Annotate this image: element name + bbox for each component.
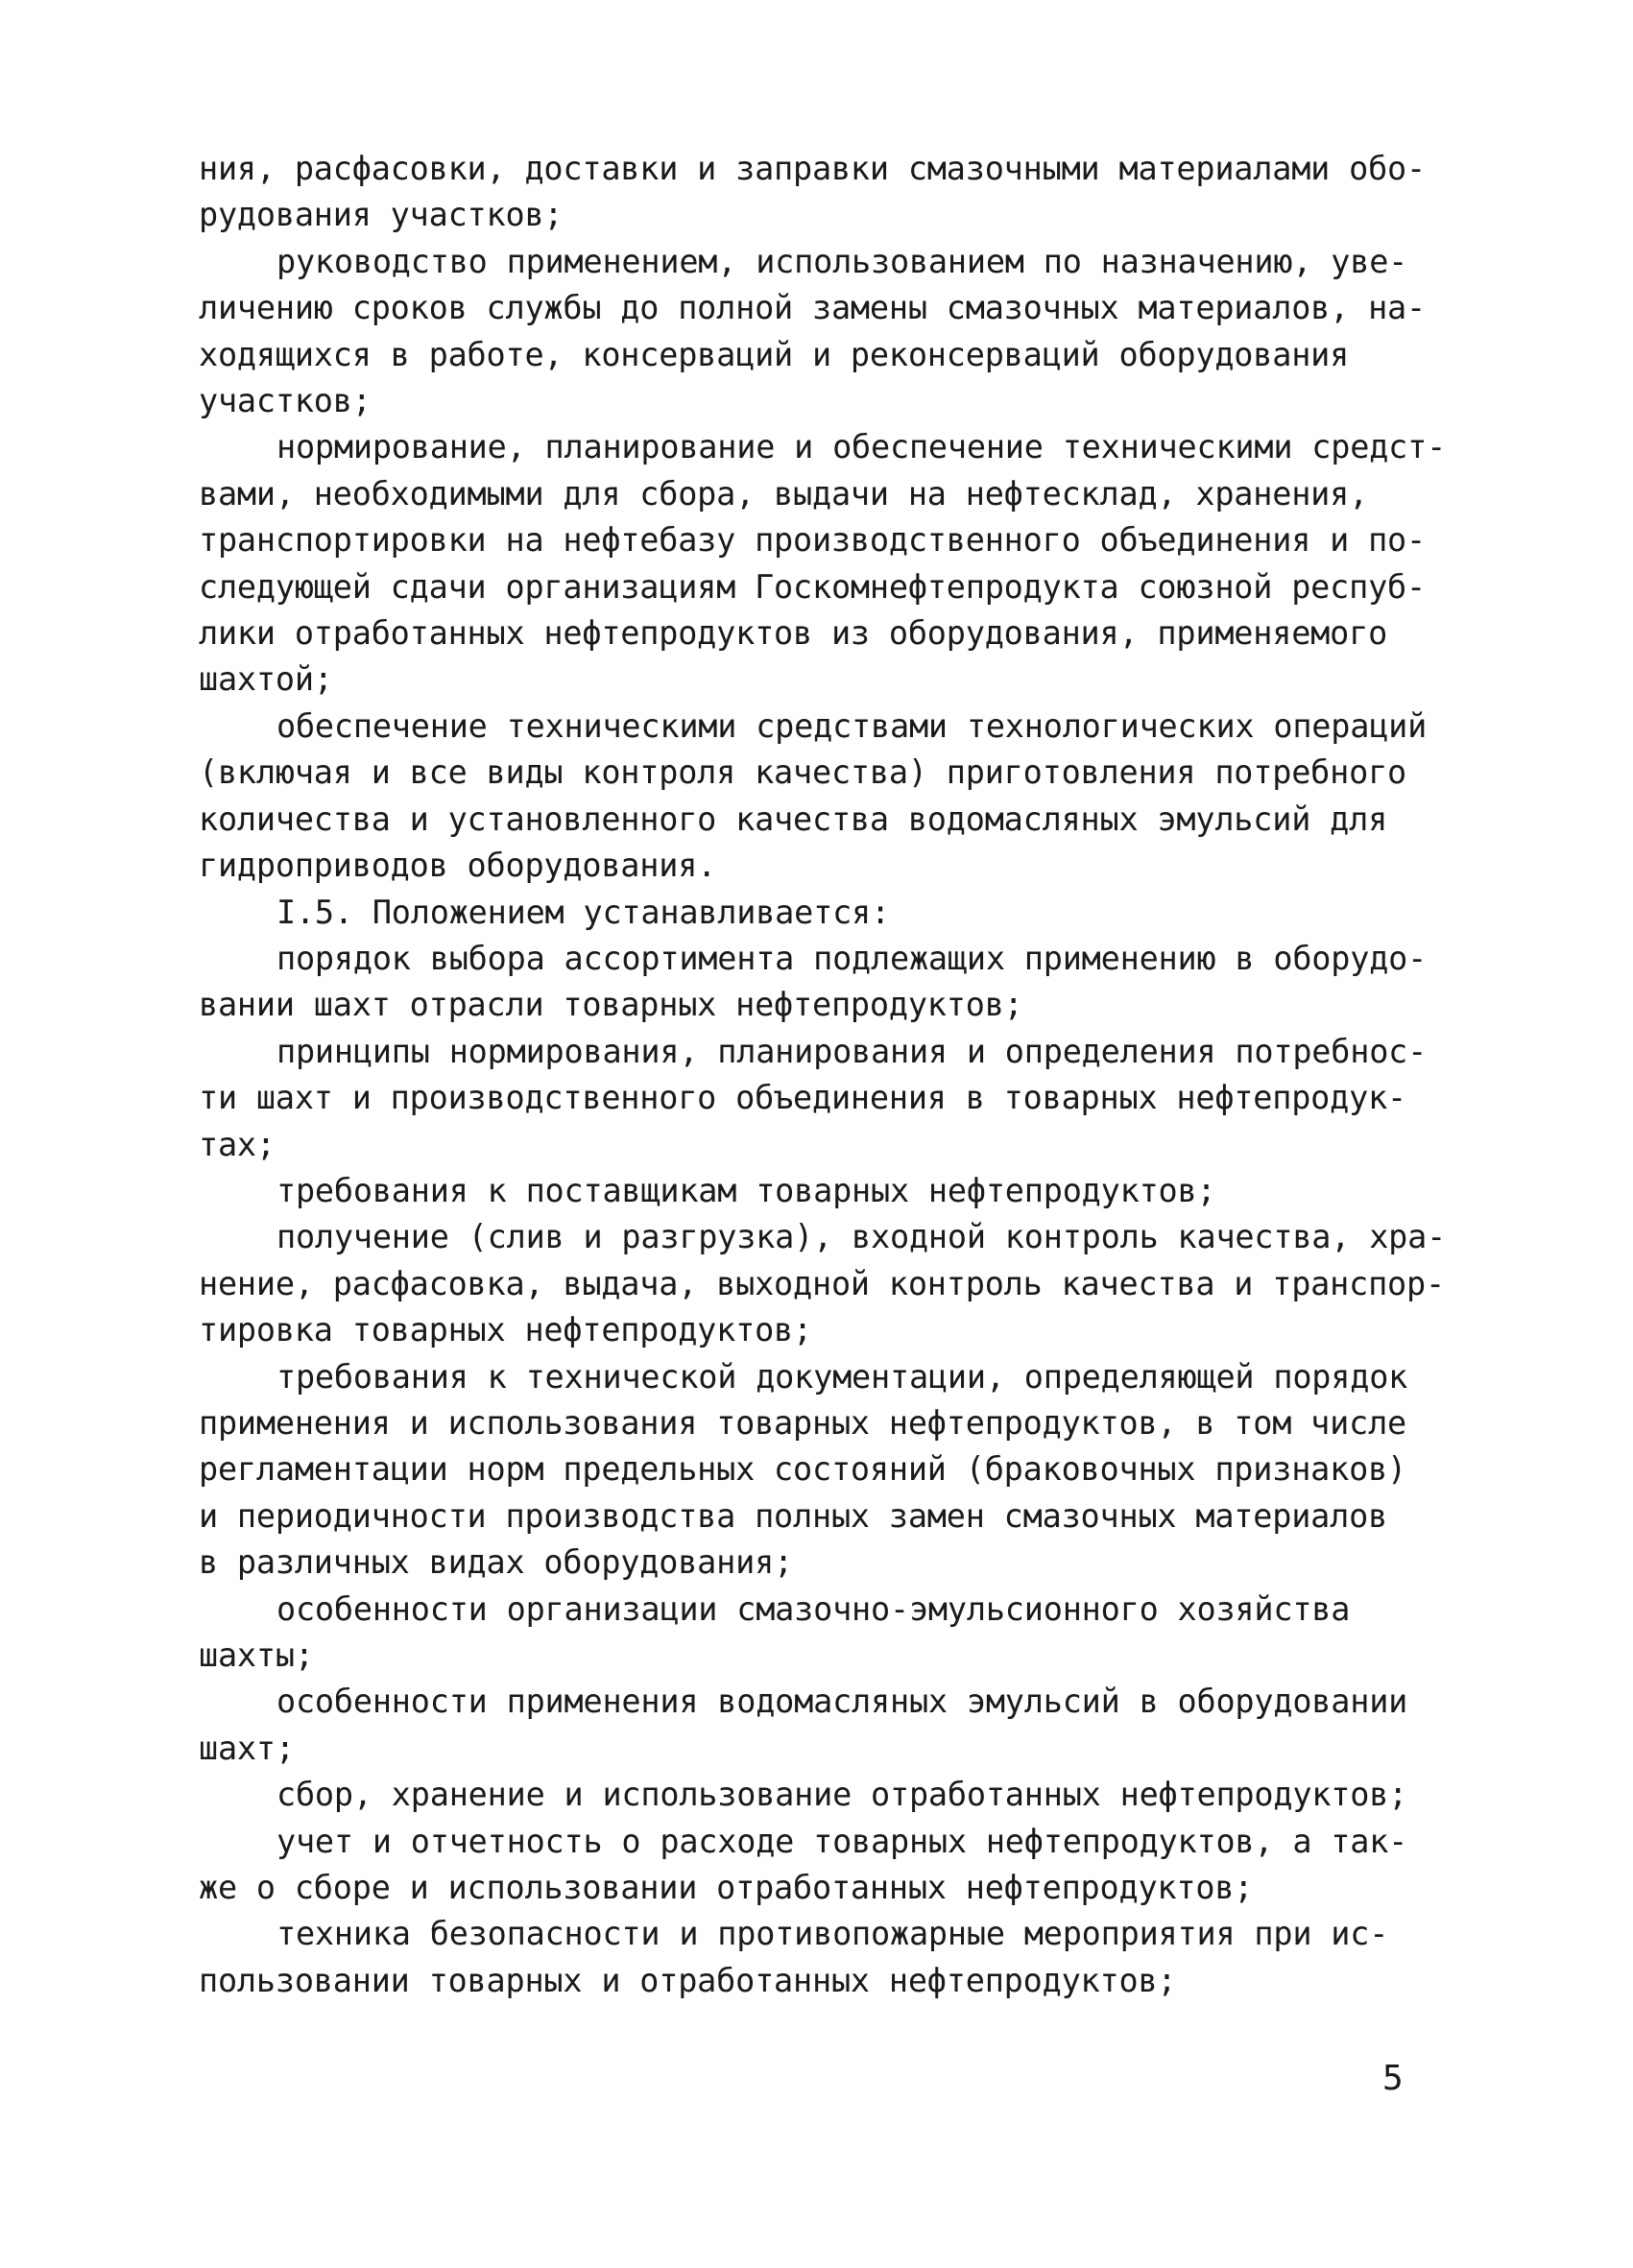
section-heading-1-5: I.5. Положением устанавливается: <box>276 893 890 931</box>
list-item-supplier-requirements: требования к поставщикам товарных нефтепродуктов; <box>276 1171 1216 1209</box>
paragraph-normalization-collection: нормирование, планирование и обеспечение техническими средст- вами, необходимыми для сбора, выдачи на нефтесклад, хранения, транспортировки на нефтебазу производственного объединения и по- следующей сдачи организациям Госкомнефтепродукта союзной респуб- лики отработанных нефтепродуктов из оборудования, применяемого шахтой; <box>199 428 1447 699</box>
list-item-receipt-control: получение (слив и разгрузка), входной контроль качества, хра- нение, расфасовка, выдача, выходной контроль качества и транспор- тировка товарных нефтепродуктов; <box>199 1218 1447 1349</box>
paragraph-emulsion-operations: обеспечение техническими средствами технологических операций (включая и все виды контроля качества) приготовления потребного количества и установленного качества водомасляных эмульсий для гидроприводов оборудования. <box>199 706 1428 885</box>
paragraph-guidance: руководство применением, использованием по назначению, уве- личению сроков службы до полной замены смазочных материалов, на- ходящихся в работе, консерваций и реконсерваций оборудования участков; <box>199 242 1426 420</box>
list-item-technical-documentation: требования к технической документации, определяющей порядок применения и использования товарных нефтепродуктов, в том числе регламентации норм предельных состояний (браковочных признаков) и периодичности производства полных замен смазочных материалов в различных видах оборудования; <box>199 1357 1408 1582</box>
list-item-lubrication-organization: особенности организации смазочно-эмульсионного хозяйства шахты; <box>199 1589 1351 1674</box>
list-item-waste-storage: сбор, хранение и использование отработанных нефтепродуктов; <box>276 1776 1408 1814</box>
paragraph-continuation: ния, расфасовки, доставки и заправки смазочными материалами обо- рудования участков; <box>199 150 1426 234</box>
document-body <box>199 146 1447 2004</box>
list-item-assortment: порядок выбора ассортимента подлежащих применению в оборудо- вании шахт отрасли товарных нефтепродуктов; <box>199 939 1428 1024</box>
list-item-safety: техника безопасности и противопожарные мероприятия при ис- пользовании товарных и отработанных нефтепродуктов; <box>199 1915 1389 1999</box>
page-number: 5 <box>1382 2059 1404 2098</box>
list-item-planning-principles: принципы нормирования, планирования и определения потребнос- ти шахт и производственного объединения в товарных нефтепродук- тах; <box>199 1032 1428 1163</box>
list-item-accounting: учет и отчетность о расходе товарных нефтепродуктов, а так- же о сборе и использовании отработанных нефтепродуктов; <box>199 1822 1408 1907</box>
list-item-emulsion-usage: особенности применения водомасляных эмульсий в оборудовании шахт; <box>199 1683 1408 1767</box>
